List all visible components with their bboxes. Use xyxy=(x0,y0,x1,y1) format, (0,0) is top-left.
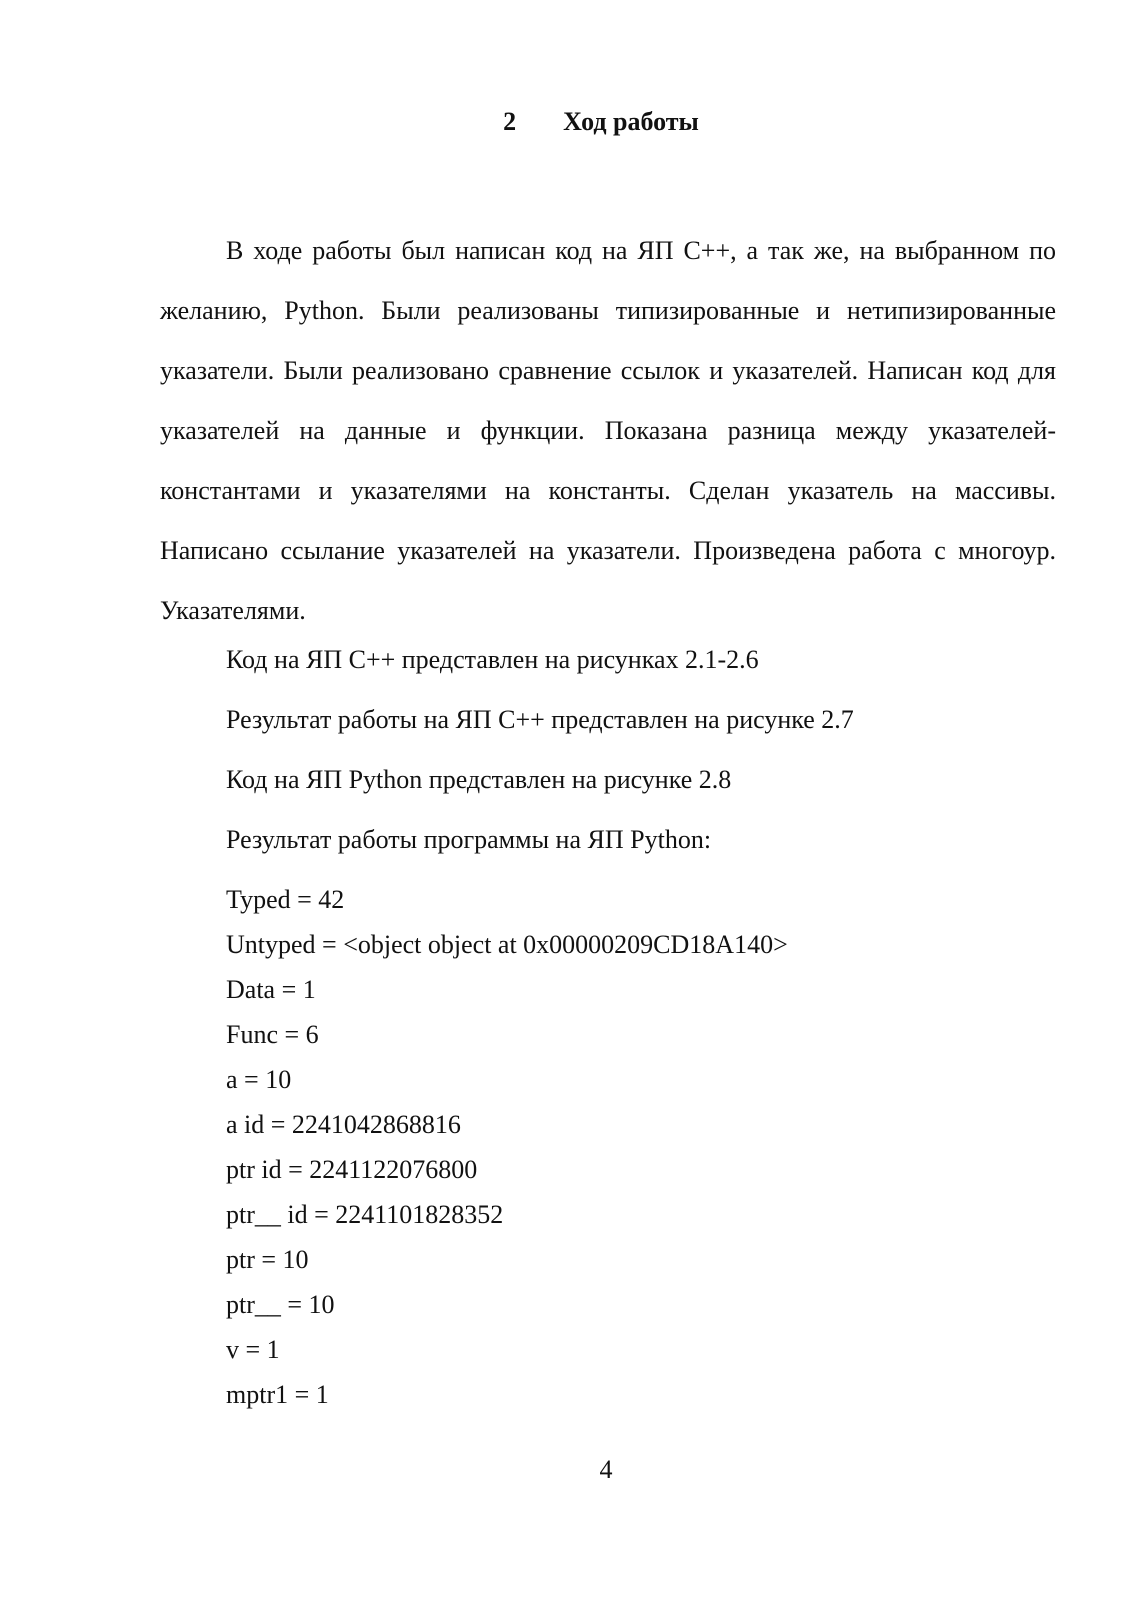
output-line: Typed = 42 xyxy=(226,885,345,914)
output-line: v = 1 xyxy=(226,1335,280,1364)
body-paragraph: В ходе работы был написан код на ЯП С++, а так же, на выбранном по желанию, Python. Были реализованы типизированные и нетипизированные указатели. Были реализовано сравнение ссылок и указателей. Написан код для указателей на данные и функции. Показана разница между указателей-константами и указателями на константы. Сделан указатель на массивы. Написано ссылание указателей на указатели. Произведена работа с многоур. Указателями. xyxy=(160,236,1056,625)
output-line: Untyped = <object object at 0x00000209CD18A140> xyxy=(226,930,788,959)
reference-line: Результат работы программы на ЯП Python: xyxy=(226,825,712,854)
output-line: ptr = 10 xyxy=(226,1245,309,1274)
section-heading xyxy=(0,104,1132,140)
output-line: mptr1 = 1 xyxy=(226,1380,329,1409)
output-line: Data = 1 xyxy=(226,975,316,1004)
output-line: a id = 2241042868816 xyxy=(226,1110,461,1139)
output-line: ptr id = 2241122076800 xyxy=(226,1155,478,1184)
reference-line: Результат работы на ЯП С++ представлен на рисунке 2.7 xyxy=(226,705,854,734)
page-number: 4 xyxy=(599,1455,613,1484)
output-line: a = 10 xyxy=(226,1065,292,1094)
output-line: ptr__ = 10 xyxy=(226,1290,335,1319)
reference-line: Код на ЯП С++ представлен на рисунках 2.1-2.6 xyxy=(226,645,759,674)
output-line: Func = 6 xyxy=(226,1020,319,1049)
section-title: Ход работы xyxy=(563,107,699,136)
output-line: ptr__ id = 2241101828352 xyxy=(226,1200,504,1229)
section-number: 2 xyxy=(503,107,517,136)
reference-line: Код на ЯП Python представлен на рисунке 2.8 xyxy=(226,765,732,794)
